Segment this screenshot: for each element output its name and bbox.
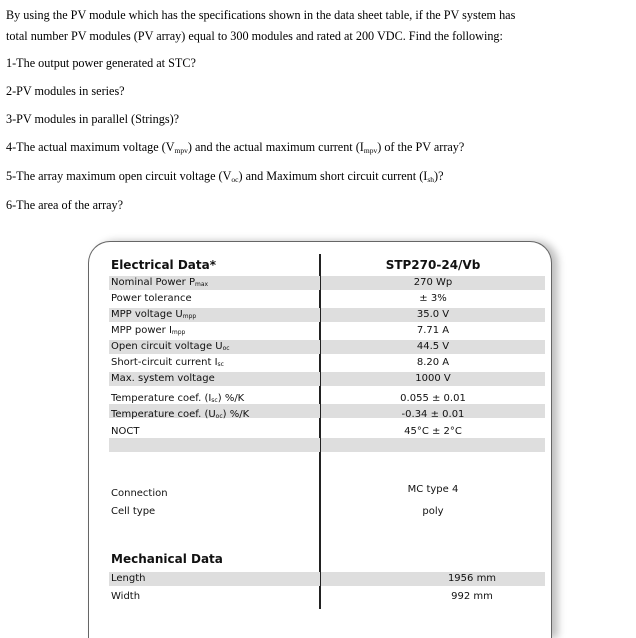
mechanical-data-header: Mechanical Data xyxy=(111,552,223,566)
row-value-length: 1956 mm xyxy=(447,573,497,584)
row-label-open-circuit-voltage: Open circuit voltage $U_{oc}$ xyxy=(111,341,230,352)
item5-sub1: oc xyxy=(231,175,239,184)
row-value-open-circuit-voltage: 44.5 V xyxy=(416,341,450,352)
row-value-width: 992 mm xyxy=(451,591,493,602)
row-label-width: Width xyxy=(111,591,141,602)
row-label-mpp-current: MPP power $I_{mpp}$ xyxy=(111,325,186,336)
row-value-max-system-voltage: 1000 V xyxy=(415,373,451,384)
row-shade xyxy=(109,438,320,452)
datasheet-table xyxy=(88,241,552,638)
row-label-nominal-power: Nominal Power $P_{max}$ xyxy=(111,277,209,288)
item4-sub2: mpv xyxy=(363,146,378,155)
item4-mid: ) and the actual maximum current (I xyxy=(187,140,364,154)
model-header: STP270-24/Vb xyxy=(385,258,481,272)
row-value-short-circuit-current: 8.20 A xyxy=(416,357,450,368)
row-value-connection: MC type 4 xyxy=(407,484,459,495)
question-item-3: 3-PV modules in parallel (Strings)? xyxy=(6,112,180,126)
question-item-5 xyxy=(6,169,443,187)
row-value-power-tolerance: ± 3% xyxy=(419,293,447,304)
item4-start: 4-The actual maximum voltage (V xyxy=(6,140,175,154)
item5-sub2: sh xyxy=(427,175,435,184)
row-label-length: Length xyxy=(111,573,146,584)
row-label-temp-coef-uoc: Temperature coef. $(U_{oc})$ %/K xyxy=(111,409,250,420)
row-label-max-system-voltage: Max. system voltage xyxy=(111,373,215,384)
row-label-short-circuit-current: Short-circuit current $I_{sc}$ xyxy=(111,357,224,368)
question-item-6: 6-The area of the array? xyxy=(6,198,124,212)
item5-end: )? xyxy=(434,169,444,183)
row-value-mpp-current: 7.71 A xyxy=(416,325,450,336)
item5-start: 5-The array maximum open circuit voltage (V xyxy=(6,169,232,183)
item4-end: ) of the PV array? xyxy=(377,140,465,154)
row-value-mpp-voltage: 35.0 V xyxy=(416,309,450,320)
row-label-temp-coef-isc: Temperature coef. $(I_{sc})$ %/K xyxy=(111,393,245,404)
question-item-4 xyxy=(6,140,464,158)
row-value-nominal-power: 270 Wp xyxy=(413,277,453,288)
row-value-temp-coef-uoc: -0.34 ± 0.01 xyxy=(401,409,465,420)
item5-mid: ) and Maximum short circuit current (I xyxy=(238,169,428,183)
row-label-power-tolerance: Power tolerance xyxy=(111,293,192,304)
row-label-noct: NOCT xyxy=(111,426,140,437)
item4-sub1: mpv xyxy=(174,146,188,155)
row-label-connection: Connection xyxy=(111,488,168,499)
row-shade xyxy=(321,438,545,452)
intro-line-2: total number PV modules (PV array) equal to 300 modules and rated at 200 VDC. Find the following: xyxy=(6,29,503,43)
row-value-noct: 45°C ± 2°C xyxy=(404,426,462,437)
row-value-cell-type: poly xyxy=(422,506,444,517)
row-value-temp-coef-isc: 0.055 ± 0.01 xyxy=(400,393,466,404)
question-item-1: 1-The output power generated at STC? xyxy=(6,56,196,70)
electrical-data-header: Electrical Data* xyxy=(111,258,216,272)
row-label-mpp-voltage: MPP voltage $U_{mpp}$ xyxy=(111,309,197,320)
question-item-2: 2-PV modules in series? xyxy=(6,84,125,98)
row-label-cell-type: Cell type xyxy=(111,506,156,517)
intro-line-1: By using the PV module which has the specifications shown in the data sheet table, if the PV system has xyxy=(6,8,516,22)
